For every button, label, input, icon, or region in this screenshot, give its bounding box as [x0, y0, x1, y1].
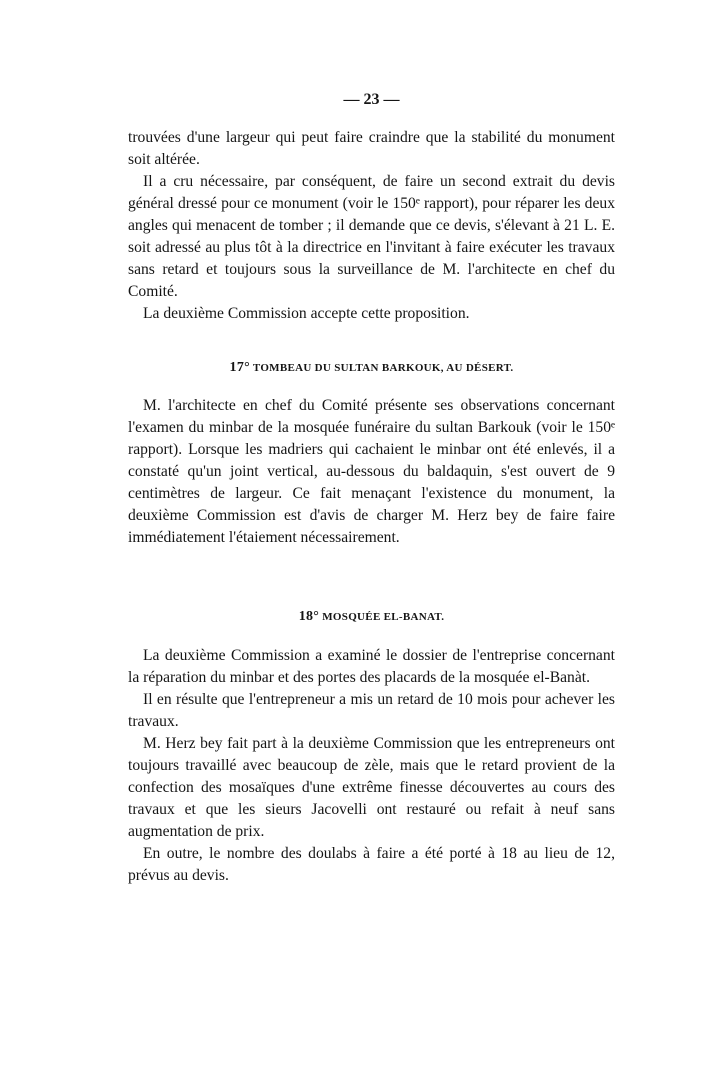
paragraph: M. l'architecte en chef du Comité présente ses observations concernant l'examen du minbar de la mosquée funéraire du sultan Barkouk (voir le 150ᵉ rapport). Lorsque les madriers qui cachaient le minbar ont été enlevés, il a constaté qu'un joint vertical, au-dessous du baldaquin, s'est ouvert de 9 centimètres de largeur. Ce fait menaçant l'existence du monument, la deuxième Commission est d'avis de charger M. Herz bey de faire faire immédiatement l'étaiement nécessairement.: [128, 397, 615, 546]
page-number: — 23 —: [343, 91, 400, 108]
section-17-heading: [128, 357, 615, 379]
section-title: MOSQUÉE EL-BANAT.: [322, 611, 445, 623]
paragraph: La deuxième Commission accepte cette proposition.: [143, 305, 470, 322]
paragraph: Il en résulte que l'entrepreneur a mis un retard de 10 mois pour achever les travaux.: [128, 691, 615, 730]
section-number: 17°: [229, 360, 251, 375]
section-title: TOMBEAU DU SULTAN BARKOUK, AU DÉSERT.: [252, 362, 514, 374]
paragraph: La deuxième Commission a examiné le dossier de l'entreprise concernant la réparation du minbar et des portes des placards de la mosquée el-Banàt.: [128, 647, 615, 686]
paragraph: trouvées d'une largeur qui peut faire craindre que la stabilité du monument soit altérée.: [128, 129, 615, 168]
section-17-body: [128, 395, 615, 549]
paragraph: En outre, le nombre des doulabs à faire a été porté à 18 au lieu de 12, prévus au devis.: [128, 845, 615, 884]
section-18-body: [128, 645, 615, 887]
paragraph: Il a cru nécessaire, par conséquent, de faire un second extrait du devis général dressé pour ce monument (voir le 150ᵉ rapport), pour réparer les deux angles qui menacent de tomber ; il demande que ce devis, s'élevant à 21 L. E. soit adressé au plus tôt à la directrice en l'invitant à faire exécuter les travaux sans retard et toujours sous la surveillance de M. l'architecte en chef du Comité.: [128, 173, 615, 300]
section-intro: [128, 127, 615, 325]
section-number: 18°: [298, 609, 320, 624]
paragraph: M. Herz bey fait part à la deuxième Commission que les entrepreneurs ont toujours travaillé avec beaucoup de zèle, mais que le retard provient de la confection des mosaïques d'une extrême finesse découvertes au cours des travaux et que les sieurs Jacovelli ont restauré ou refait à neuf sans augmentation de prix.: [128, 735, 615, 840]
section-18-heading: [128, 606, 615, 628]
